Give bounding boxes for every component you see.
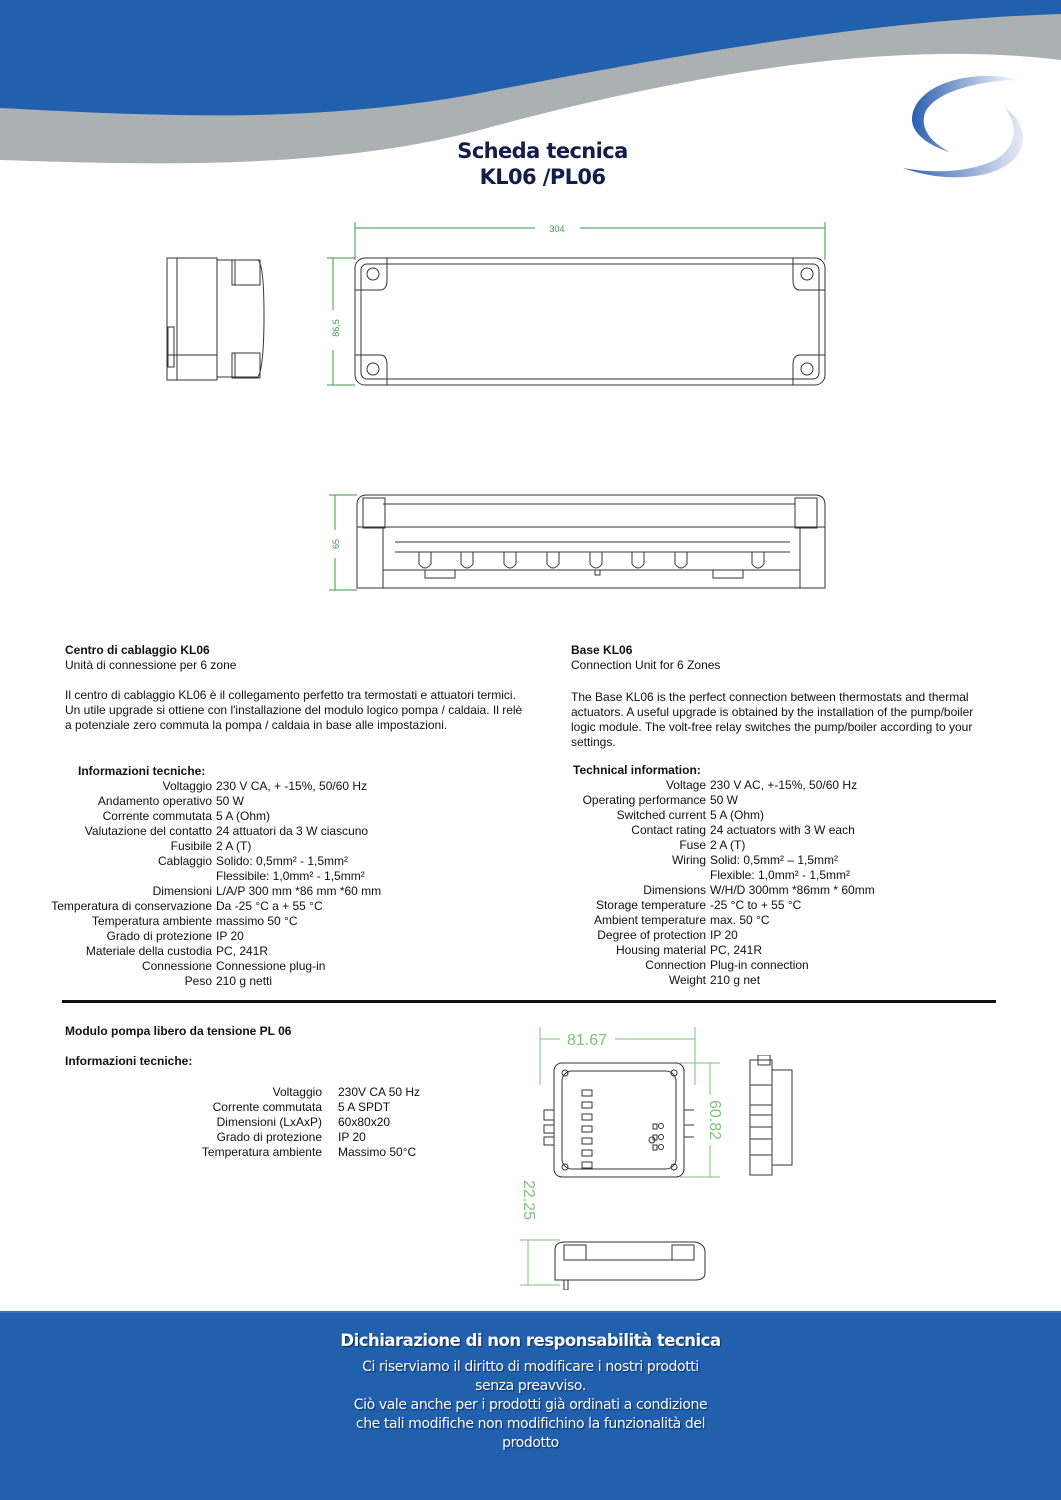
spec-key: Valutazione del contatto (84, 824, 212, 838)
spec-row (560, 823, 875, 838)
spec-key (30, 869, 212, 884)
spec-value: 5 A (Ohm) (216, 809, 271, 823)
spec-key: Grado di protezione (106, 929, 212, 943)
spec-row (180, 1100, 420, 1115)
kl06-it-specs-title: Informazioni tecniche: (78, 764, 206, 778)
spec-value: 230 V CA, + -15%, 50/60 Hz (216, 779, 368, 793)
kl06-it-specs-table (30, 779, 381, 989)
spec-row (30, 854, 381, 869)
document-title (0, 138, 1061, 190)
spec-row (30, 809, 381, 824)
kl06-it-desc-line-3: a potenziale zero commuta la pompa / caldaia in base alle impostazioni. (65, 718, 448, 732)
spec-key (560, 868, 706, 883)
spec-row (560, 793, 875, 808)
pl06-specs-title: Informazioni tecniche: (65, 1054, 193, 1068)
spec-key: Dimensions (643, 883, 706, 897)
spec-key: Cablaggio (157, 854, 212, 868)
spec-row (30, 824, 381, 839)
spec-value: 50 W (216, 794, 245, 808)
spec-row (30, 779, 381, 794)
kl06-en-desc-line-2: actuators. A useful upgrade is obtained by the installation of the pump/boiler (571, 705, 974, 719)
pl06-bottom-view-drawing (500, 1180, 720, 1290)
disclaimer-body (0, 1358, 1061, 1453)
spec-row (30, 959, 381, 974)
spec-value: IP 20 (338, 1130, 366, 1144)
spec-key: Corrente commutata (102, 809, 212, 823)
spec-row (560, 778, 875, 793)
spec-value: W/H/D 300mm *86mm * 60mm (710, 883, 875, 897)
spec-key: Temperatura di conservazione (51, 899, 212, 913)
spec-key: Weight (668, 973, 706, 987)
spec-key: Temperatura ambiente (91, 914, 212, 928)
spec-row (560, 853, 875, 868)
spec-key: Connessione (141, 959, 212, 973)
spec-key: Connection (645, 958, 706, 972)
spec-key: Ambient temperature (593, 913, 706, 927)
disclaimer-line-4: che tali modifiche non modifichino la funzionalità del (355, 1416, 706, 1432)
spec-row (30, 974, 381, 989)
section-divider (62, 1000, 996, 1003)
spec-value: Connessione plug-in (216, 959, 326, 973)
spec-value: Solid: 0,5mm² – 1,5mm² (710, 853, 839, 867)
spec-row (180, 1130, 420, 1145)
spec-row (560, 943, 875, 958)
spec-row (560, 913, 875, 928)
spec-value: IP 20 (216, 929, 244, 943)
pl06-specs-table (180, 1085, 420, 1160)
spec-value: Massimo 50°C (338, 1145, 417, 1159)
spec-value: 24 attuatori da 3 W ciascuno (216, 824, 369, 838)
spec-row (30, 914, 381, 929)
pl06-heading: Modulo pompa libero da tensione PL 06 (65, 1024, 292, 1038)
spec-key: Fusibile (170, 839, 212, 853)
spec-value: Flexible: 1,0mm² - 1,5mm² (710, 868, 851, 882)
disclaimer-line-2: senza preavviso. (475, 1378, 586, 1394)
kl06-en-specs-title: Technical information: (573, 763, 701, 777)
spec-row (30, 944, 381, 959)
title-line-1: Scheda tecnica (457, 139, 628, 163)
kl06-italian-section (65, 643, 535, 733)
spec-value: -25 °C to + 55 °C (710, 898, 802, 912)
kl06-front-view-drawing (325, 490, 835, 595)
spec-row (30, 929, 381, 944)
kl06-en-desc-line-3: logic module. The volt-free relay switches the pump/boiler according to your (571, 720, 973, 734)
kl06-it-subheading: Unità di connessione per 6 zone (65, 658, 237, 672)
spec-key: Voltage (665, 778, 706, 792)
spec-row (560, 973, 875, 988)
spec-row (560, 883, 875, 898)
spec-key: Temperatura ambiente (201, 1145, 322, 1159)
spec-value: massimo 50 °C (216, 914, 298, 928)
kl06-english-section (571, 643, 1011, 750)
kl06-it-desc-line-2: Un utile upgrade si ottiene con l'installazione del modulo logico pompa / caldaia. Il relè (65, 703, 523, 717)
pl06-side-view-drawing (748, 1055, 798, 1180)
spec-row (180, 1085, 420, 1100)
disclaimer-line-3: Ciò vale anche per i prodotti già ordinati a condizione (353, 1397, 708, 1413)
dimension-height-60-82: 60.82 (706, 1099, 723, 1141)
dimension-width-304: 304 (549, 224, 565, 234)
spec-value: Solido: 0,5mm² - 1,5mm² (216, 854, 349, 868)
spec-value: 210 g netti (216, 974, 273, 988)
dimension-height-65: 65 (331, 538, 341, 550)
spec-value: max. 50 °C (710, 913, 770, 927)
spec-value: 24 actuators with 3 W each (710, 823, 855, 837)
spec-key: Voltaggio (272, 1085, 322, 1099)
spec-row (30, 899, 381, 914)
spec-row (30, 869, 381, 884)
spec-value: 2 A (T) (710, 838, 746, 852)
spec-row (180, 1115, 420, 1130)
dimension-width-81-67: 81.67 (566, 1032, 608, 1049)
spec-key: Dimensioni (LxAxP) (216, 1115, 322, 1129)
spec-row (560, 898, 875, 913)
spec-value: 210 g net (710, 973, 761, 987)
spec-value: 5 A SPDT (338, 1100, 391, 1114)
spec-row (180, 1145, 420, 1160)
spec-value: 5 A (Ohm) (710, 808, 765, 822)
spec-value: 50 W (710, 793, 739, 807)
kl06-en-desc-line-4: settings. (571, 735, 616, 749)
spec-key: Voltaggio (162, 779, 212, 793)
spec-key: Degree of protection (597, 928, 706, 942)
spec-key: Materiale della custodia (85, 944, 212, 958)
disclaimer-footer (0, 1311, 1061, 1500)
kl06-it-desc-line-1: Il centro di cablaggio KL06 è il collegamento perfetto tra termostati e attuatori termici. (65, 688, 516, 702)
spec-value: Plug-in connection (710, 958, 809, 972)
spec-row (30, 794, 381, 809)
spec-row (560, 868, 875, 883)
kl06-it-heading: Centro di cablaggio KL06 (65, 643, 210, 657)
spec-key: Housing material (615, 943, 706, 957)
disclaimer-line-1: Ci riserviamo il diritto di modificare i nostri prodotti (362, 1359, 699, 1375)
spec-key: Storage temperature (595, 898, 706, 912)
spec-key: Corrente commutata (212, 1100, 322, 1114)
spec-value: Da -25 °C a + 55 °C (216, 899, 323, 913)
pl06-section (65, 1024, 291, 1069)
spec-row (30, 839, 381, 854)
spec-value: PC, 241R (710, 943, 763, 957)
pl06-top-view-drawing (530, 1025, 730, 1180)
spec-key: Dimensioni (152, 884, 212, 898)
dimension-height-86-5: 86,5 (331, 319, 341, 337)
spec-row (560, 928, 875, 943)
spec-key: Grado di protezione (216, 1130, 322, 1144)
spec-key: Switched current (616, 808, 706, 822)
kl06-en-subheading: Connection Unit for 6 Zones (571, 658, 721, 672)
spec-value: 230V CA 50 Hz (338, 1085, 421, 1099)
spec-key: Peso (184, 974, 212, 988)
spec-key: Wiring (671, 853, 706, 867)
spec-row (560, 838, 875, 853)
spec-key: Operating performance (582, 793, 706, 807)
spec-value: 230 V AC, +-15%, 50/60 Hz (710, 778, 858, 792)
disclaimer-line-5: prodotto (502, 1435, 559, 1451)
kl06-en-specs-table (560, 778, 875, 988)
kl06-top-view-drawing (325, 220, 835, 390)
spec-value: IP 20 (710, 928, 738, 942)
dimension-height-22-25: 22.25 (520, 1180, 537, 1221)
title-line-2: KL06 /PL06 (479, 165, 606, 189)
spec-key: Contact rating (631, 823, 706, 837)
spec-value: PC, 241R (216, 944, 269, 958)
spec-row (560, 808, 875, 823)
spec-row (560, 958, 875, 973)
spec-value: L/A/P 300 mm *86 mm *60 mm (216, 884, 382, 898)
kl06-side-view-drawing (160, 255, 270, 385)
kl06-en-heading: Base KL06 (571, 643, 633, 657)
spec-value: 2 A (T) (216, 839, 252, 853)
disclaimer-title: Dichiarazione di non responsabilità tecnica (340, 1331, 721, 1350)
spec-key: Fuse (679, 838, 706, 852)
spec-row (30, 884, 381, 899)
spec-value: 60x80x20 (338, 1115, 391, 1129)
kl06-en-desc-line-1: The Base KL06 is the perfect connection between thermostats and thermal (571, 690, 969, 704)
spec-value: Flessibile: 1,0mm² - 1,5mm² (216, 869, 365, 883)
spec-key: Andamento operativo (97, 794, 212, 808)
